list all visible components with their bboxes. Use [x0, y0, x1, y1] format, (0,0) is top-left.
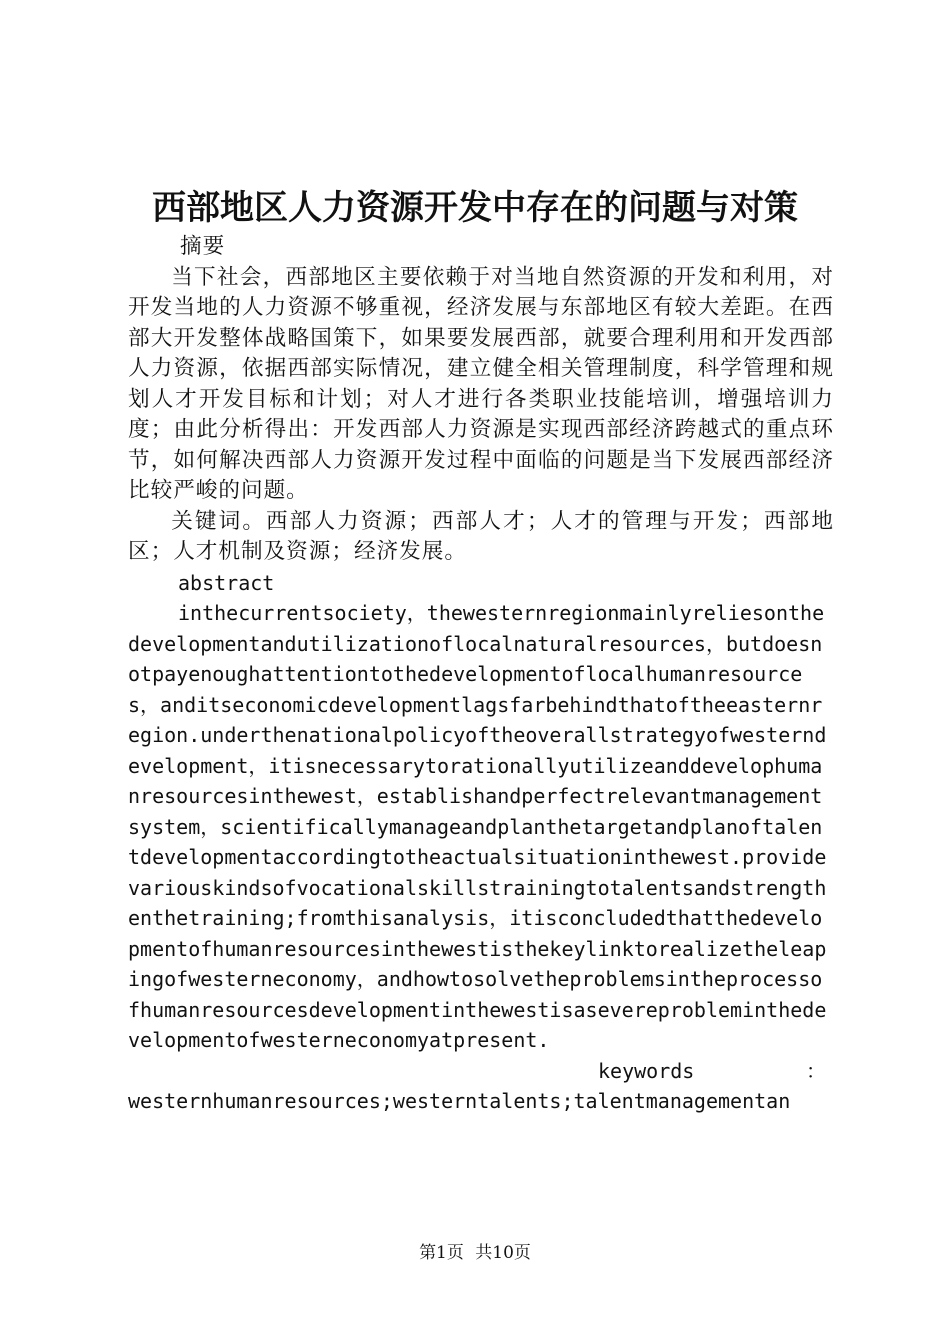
page-number: 第1页 — [419, 1243, 464, 1263]
keywords-paragraph-cn: 关键词。西部人力资源；西部人才；人才的管理与开发；西部地区；人才机制及资源；经济发展。 — [128, 508, 834, 564]
keywords-label-en: keywords — [598, 1058, 695, 1083]
document-body — [128, 232, 834, 1117]
abstract-paragraph-en: inthecurrentsociety，thewesternregionmainlyreliesonthedevelopmentandutilizationoflocalnaturalresources，butdoesnotpayenoughattentiontothedevelopmentoflocalhumanresources，anditseconomicdevelopmentlagsfarbehindthatoftheeasternregion.underthenationalpolicyoftheoverallstrategyofwesterndevelopment，itisnecessarytorationallyutilizeanddevelophumanresourcesinthewest，establishandperfectrelevantmanagementsystem，scientificallymanageandplanthetargetandplanoftalentdevelopmentaccordingtotheactualsituationinthewest.providevariouskindsofvocationalskillstrainingtotalentsandstrengthenthetraining;fromthisanalysis，itisconcludedthatthedevelopmentofhumanresourcesinthewestisthekeylinktorealizetheleapingofwesterneconomy，andhowtosolvetheproblemsintheprocessofhumanresourcesdevelopmentinthewestisasevereprobleminthedevelopmentofwesterneconomyatpresent. — [128, 601, 827, 1052]
keywords-text-en: westernhumanresources;westerntalents;talentmanagementan — [128, 1089, 791, 1113]
abstract-heading-cn: 摘要 — [180, 234, 226, 259]
keywords-label-line — [128, 1056, 834, 1087]
document-title: 西部地区人力资源开发中存在的问题与对策 — [152, 188, 798, 228]
keywords-colon: ： — [806, 1058, 826, 1083]
page-total: 共10页 — [475, 1243, 531, 1263]
abstract-paragraph-cn: 当下社会，西部地区主要依赖于对当地自然资源的开发和利用，对开发当地的人力资源不够重视，经济发展与东部地区有较大差距。在西部大开发整体战略国策下，如果要发展西部，就要合理利用和开发西部人力资源，依据西部实际情况，建立健全相关管理制度，科学管理和规划人才开发目标和计划；对人才进行各类职业技能培训，增强培训力度；由此分析得出：开发西部人力资源是实现西部经济跨越式的重点环节，如何解决西部人力资源开发过程中面临的问题是当下发展西部经济比较严峻的问题。 — [128, 264, 834, 503]
page-footer — [0, 1241, 950, 1265]
abstract-heading-en: abstract — [178, 570, 275, 595]
